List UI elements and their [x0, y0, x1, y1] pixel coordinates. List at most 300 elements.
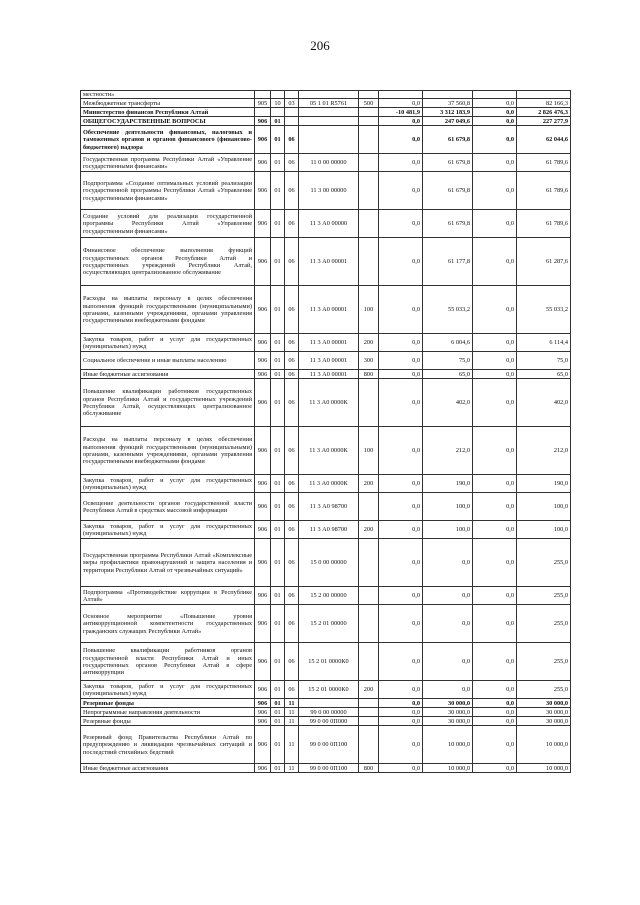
row-section: 01: [271, 379, 285, 427]
table-row: [81, 238, 571, 286]
row-subsection: 06: [285, 605, 299, 643]
row-grbs: 906: [255, 587, 271, 605]
row-subsection: 06: [285, 587, 299, 605]
row-section: 01: [271, 587, 285, 605]
row-amount-year-1: 3 312 183,9: [423, 108, 473, 117]
row-grbs: 906: [255, 643, 271, 681]
row-target-code: 11 3 00 00000: [299, 172, 359, 210]
row-amount-year-1: 30 000,0: [423, 699, 473, 708]
row-amount-year-2: 2 826 476,3: [517, 108, 571, 117]
row-expense-type: [359, 605, 379, 643]
row-amount-year-2: 61 789,6: [517, 210, 571, 238]
row-grbs: 906: [255, 475, 271, 493]
row-section: 01: [271, 475, 285, 493]
table-row: [81, 717, 571, 726]
row-expense-type: 800: [359, 370, 379, 379]
row-change-amount: 0,0: [379, 286, 423, 334]
row-change-amount-2: 0,0: [473, 154, 517, 172]
row-section: 01: [271, 126, 285, 154]
row-target-code: 99 0 00 0П000: [299, 717, 359, 726]
row-amount-year-1: 65,0: [423, 370, 473, 379]
row-change-amount-2: [473, 91, 517, 99]
row-expense-type: 200: [359, 475, 379, 493]
row-subsection: [285, 117, 299, 126]
row-expense-type: [359, 91, 379, 99]
row-target-code: 99 0 00 00000: [299, 708, 359, 717]
row-section: 01: [271, 521, 285, 539]
row-amount-year-1: 75,0: [423, 352, 473, 370]
row-grbs: 906: [255, 764, 271, 773]
row-expense-type: 100: [359, 427, 379, 475]
row-amount-year-1: 0,0: [423, 681, 473, 699]
row-subsection: 06: [285, 370, 299, 379]
row-grbs: 906: [255, 717, 271, 726]
row-name: Социальное обеспечение и иные выплаты населению: [81, 352, 255, 370]
row-grbs: 906: [255, 126, 271, 154]
row-subsection: 06: [285, 334, 299, 352]
row-expense-type: [359, 726, 379, 764]
table-row: [81, 126, 571, 154]
row-change-amount: 0,0: [379, 717, 423, 726]
row-amount-year-1: 61 679,8: [423, 126, 473, 154]
table-row: [81, 587, 571, 605]
table-row: [81, 108, 571, 117]
row-subsection: [285, 108, 299, 117]
row-change-amount-2: 0,0: [473, 117, 517, 126]
row-grbs: 906: [255, 379, 271, 427]
row-change-amount: -10 481,9: [379, 108, 423, 117]
row-amount-year-2: 55 033,2: [517, 286, 571, 334]
row-expense-type: 100: [359, 286, 379, 334]
row-amount-year-2: 212,0: [517, 427, 571, 475]
row-expense-type: [359, 708, 379, 717]
row-amount-year-1: 30 000,0: [423, 708, 473, 717]
row-target-code: 05 1 01 R5761: [299, 99, 359, 108]
row-grbs: 906: [255, 154, 271, 172]
row-amount-year-2: 10 000,0: [517, 764, 571, 773]
row-change-amount-2: 0,0: [473, 99, 517, 108]
row-change-amount: 0,0: [379, 764, 423, 773]
row-target-code: 11 0 00 00000: [299, 154, 359, 172]
row-change-amount: 0,0: [379, 539, 423, 587]
row-amount-year-2: 255,0: [517, 605, 571, 643]
row-amount-year-2: 82 166,3: [517, 99, 571, 108]
table-row: [81, 764, 571, 773]
table-row: [81, 681, 571, 699]
row-amount-year-2: 255,0: [517, 643, 571, 681]
row-change-amount-2: 0,0: [473, 286, 517, 334]
row-amount-year-1: 0,0: [423, 587, 473, 605]
row-grbs: [255, 108, 271, 117]
row-target-code: [299, 126, 359, 154]
row-change-amount: 0,0: [379, 210, 423, 238]
row-amount-year-2: 61 789,6: [517, 172, 571, 210]
row-grbs: 906: [255, 172, 271, 210]
row-change-amount: 0,0: [379, 352, 423, 370]
table-row: [81, 99, 571, 108]
row-subsection: 06: [285, 521, 299, 539]
row-name: Освещение деятельности органов государственной власти Республики Алтай в средствах массовой информации: [81, 493, 255, 521]
table-row: [81, 539, 571, 587]
row-change-amount-2: 0,0: [473, 643, 517, 681]
row-grbs: 906: [255, 238, 271, 286]
row-expense-type: [359, 539, 379, 587]
row-name: Основное мероприятие «Повышение уровня антикоррупционной компетентности государственных гражданских служащих Республики Алтай»: [81, 605, 255, 643]
row-change-amount: 0,0: [379, 334, 423, 352]
row-expense-type: [359, 699, 379, 708]
row-change-amount-2: 0,0: [473, 427, 517, 475]
row-subsection: 11: [285, 726, 299, 764]
row-grbs: 906: [255, 708, 271, 717]
row-section: 10: [271, 99, 285, 108]
row-grbs: 906: [255, 427, 271, 475]
row-target-code: [299, 108, 359, 117]
table-body: [81, 91, 571, 773]
row-amount-year-1: 61 679,8: [423, 210, 473, 238]
row-target-code: 15 2 01 0000К0: [299, 681, 359, 699]
row-target-code: 11 3 А0 00000: [299, 210, 359, 238]
row-target-code: 15 2 00 00000: [299, 587, 359, 605]
row-section: 01: [271, 370, 285, 379]
row-name: Межбюджетные трансферты: [81, 99, 255, 108]
row-amount-year-1: 212,0: [423, 427, 473, 475]
table-row: [81, 352, 571, 370]
row-expense-type: [359, 172, 379, 210]
row-name: Создание условий для реализации государственной программы Республики Алтай «Управление государственными финансами»: [81, 210, 255, 238]
row-expense-type: [359, 108, 379, 117]
table-row: [81, 699, 571, 708]
row-change-amount: 0,0: [379, 379, 423, 427]
row-subsection: 06: [285, 643, 299, 681]
row-change-amount: 0,0: [379, 699, 423, 708]
row-section: 01: [271, 539, 285, 587]
row-name: Закупка товаров, работ и услуг для государственных (муниципальных) нужд: [81, 334, 255, 352]
row-amount-year-2: 10 000,0: [517, 726, 571, 764]
row-change-amount-2: 0,0: [473, 210, 517, 238]
table-row: [81, 154, 571, 172]
row-target-code: 11 3 А0 00001: [299, 352, 359, 370]
row-amount-year-1: 0,0: [423, 605, 473, 643]
row-change-amount-2: 0,0: [473, 238, 517, 286]
row-change-amount: 0,0: [379, 475, 423, 493]
row-grbs: 906: [255, 286, 271, 334]
budget-table: [80, 90, 571, 773]
table-row: [81, 643, 571, 681]
row-target-code: 11 3 А0 0000К: [299, 379, 359, 427]
row-change-amount-2: 0,0: [473, 334, 517, 352]
row-change-amount: 0,0: [379, 117, 423, 126]
row-change-amount: 0,0: [379, 726, 423, 764]
row-subsection: 06: [285, 210, 299, 238]
row-target-code: 11 3 А0 0000К: [299, 475, 359, 493]
row-section: 01: [271, 172, 285, 210]
table-row: [81, 379, 571, 427]
row-expense-type: 300: [359, 352, 379, 370]
row-expense-type: [359, 643, 379, 681]
row-subsection: 06: [285, 238, 299, 286]
row-amount-year-1: 61 177,8: [423, 238, 473, 286]
row-target-code: [299, 117, 359, 126]
row-section: 01: [271, 643, 285, 681]
row-subsection: 06: [285, 493, 299, 521]
row-change-amount: 0,0: [379, 493, 423, 521]
row-name: Иные бюджетные ассигнования: [81, 370, 255, 379]
row-amount-year-1: 402,0: [423, 379, 473, 427]
row-change-amount-2: 0,0: [473, 587, 517, 605]
row-amount-year-1: 0,0: [423, 643, 473, 681]
row-expense-type: 800: [359, 764, 379, 773]
table-row: [81, 91, 571, 99]
row-change-amount: 0,0: [379, 708, 423, 717]
row-subsection: 06: [285, 539, 299, 587]
row-section: [271, 108, 285, 117]
row-subsection: 06: [285, 427, 299, 475]
row-subsection: 03: [285, 99, 299, 108]
row-amount-year-2: 65,0: [517, 370, 571, 379]
row-change-amount-2: 0,0: [473, 126, 517, 154]
row-amount-year-2: 190,0: [517, 475, 571, 493]
row-section: [271, 91, 285, 99]
row-subsection: 11: [285, 764, 299, 773]
row-change-amount: 0,0: [379, 238, 423, 286]
table-row: [81, 210, 571, 238]
row-section: 01: [271, 352, 285, 370]
row-change-amount-2: 0,0: [473, 764, 517, 773]
row-name: Закупка товаров, работ и услуг для государственных (муниципальных) нужд: [81, 681, 255, 699]
row-expense-type: 200: [359, 334, 379, 352]
row-target-code: 11 3 А0 00001: [299, 370, 359, 379]
row-subsection: 06: [285, 681, 299, 699]
row-amount-year-2: 30 000,0: [517, 708, 571, 717]
row-change-amount: 0,0: [379, 643, 423, 681]
row-target-code: 15 0 00 00000: [299, 539, 359, 587]
row-change-amount-2: 0,0: [473, 726, 517, 764]
row-expense-type: [359, 587, 379, 605]
row-change-amount-2: 0,0: [473, 172, 517, 210]
row-amount-year-1: 6 004,6: [423, 334, 473, 352]
row-change-amount: 0,0: [379, 172, 423, 210]
row-amount-year-1: 37 560,8: [423, 99, 473, 108]
row-name: Резервный фонд Правительства Республики Алтай по предупреждению и ликвидации чрезвычайных ситуаций и последствий стихийных бедствий: [81, 726, 255, 764]
row-target-code: 15 2 01 00000: [299, 605, 359, 643]
row-section: 01: [271, 154, 285, 172]
row-expense-type: 200: [359, 681, 379, 699]
row-expense-type: [359, 379, 379, 427]
row-change-amount-2: 0,0: [473, 352, 517, 370]
row-subsection: 06: [285, 352, 299, 370]
table-row: [81, 475, 571, 493]
row-amount-year-1: 61 679,8: [423, 154, 473, 172]
row-amount-year-2: 402,0: [517, 379, 571, 427]
row-expense-type: [359, 117, 379, 126]
row-change-amount: 0,0: [379, 521, 423, 539]
row-grbs: 906: [255, 539, 271, 587]
row-amount-year-2: 227 277,9: [517, 117, 571, 126]
row-expense-type: 200: [359, 521, 379, 539]
row-change-amount: 0,0: [379, 681, 423, 699]
row-change-amount: 0,0: [379, 154, 423, 172]
row-amount-year-1: 247 049,6: [423, 117, 473, 126]
row-change-amount-2: 0,0: [473, 539, 517, 587]
row-target-code: 11 3 А0 98700: [299, 493, 359, 521]
row-target-code: 11 3 А0 98700: [299, 521, 359, 539]
row-grbs: 906: [255, 681, 271, 699]
table-row: [81, 427, 571, 475]
row-name: Обеспечение деятельности финансовых, налоговых и таможенных органов и органов финансового (финансово-бюджетного) надзора: [81, 126, 255, 154]
row-change-amount: 0,0: [379, 370, 423, 379]
row-grbs: 906: [255, 210, 271, 238]
row-name: Резервные фонды: [81, 717, 255, 726]
row-target-code: 15 2 01 0000К0: [299, 643, 359, 681]
row-change-amount: 0,0: [379, 587, 423, 605]
row-name: местности»: [81, 91, 255, 99]
row-section: 01: [271, 605, 285, 643]
row-target-code: 99 0 00 0П100: [299, 726, 359, 764]
page-number: 206: [310, 38, 330, 53]
row-change-amount-2: 0,0: [473, 708, 517, 717]
row-name: Финансовое обеспечение выполнения функций государственных органов Республики Алтай и государственных учреждений Республики Алтай, осуществляющих централизованное обслуживание: [81, 238, 255, 286]
table-row: [81, 334, 571, 352]
row-name: Иные бюджетные ассигнования: [81, 764, 255, 773]
row-change-amount: 0,0: [379, 605, 423, 643]
row-grbs: 905: [255, 99, 271, 108]
row-change-amount-2: 0,0: [473, 681, 517, 699]
row-name: Государственная программа Республики Алтай «Комплексные меры профилактики правонарушений и защита населения и территории Республики Алтай от чрезвычайных ситуаций»: [81, 539, 255, 587]
row-change-amount-2: 0,0: [473, 699, 517, 708]
row-grbs: 906: [255, 493, 271, 521]
row-section: 01: [271, 699, 285, 708]
row-amount-year-1: 55 033,2: [423, 286, 473, 334]
row-amount-year-2: 62 044,6: [517, 126, 571, 154]
row-subsection: 06: [285, 126, 299, 154]
row-amount-year-1: 100,0: [423, 493, 473, 521]
row-name: ОБЩЕГОСУДАРСТВЕННЫЕ ВОПРОСЫ: [81, 117, 255, 126]
row-target-code: 99 0 00 0П100: [299, 764, 359, 773]
row-section: 01: [271, 681, 285, 699]
row-section: 01: [271, 286, 285, 334]
row-target-code: 11 3 А0 00001: [299, 238, 359, 286]
table-row: [81, 370, 571, 379]
row-grbs: [255, 91, 271, 99]
row-section: 01: [271, 210, 285, 238]
row-change-amount-2: 0,0: [473, 108, 517, 117]
table-row: [81, 117, 571, 126]
row-section: 01: [271, 708, 285, 717]
row-name: Подпрограмма «Противодействие коррупции в Республике Алтай»: [81, 587, 255, 605]
table-row: [81, 286, 571, 334]
row-subsection: 11: [285, 708, 299, 717]
row-grbs: 906: [255, 334, 271, 352]
row-change-amount: 0,0: [379, 427, 423, 475]
row-change-amount-2: 0,0: [473, 605, 517, 643]
table-row: [81, 521, 571, 539]
row-amount-year-1: 10 000,0: [423, 764, 473, 773]
row-change-amount-2: 0,0: [473, 717, 517, 726]
row-amount-year-2: 30 000,0: [517, 717, 571, 726]
row-section: 01: [271, 764, 285, 773]
row-subsection: 11: [285, 717, 299, 726]
row-name: Непрограммные направления деятельности: [81, 708, 255, 717]
row-change-amount-2: 0,0: [473, 379, 517, 427]
row-amount-year-2: 255,0: [517, 681, 571, 699]
row-subsection: 06: [285, 475, 299, 493]
row-expense-type: [359, 717, 379, 726]
row-name: Закупка товаров, работ и услуг для государственных (муниципальных) нужд: [81, 475, 255, 493]
row-target-code: 11 3 А0 00001: [299, 334, 359, 352]
row-subsection: 06: [285, 154, 299, 172]
row-target-code: 11 3 А0 0000К: [299, 427, 359, 475]
row-amount-year-1: 61 679,8: [423, 172, 473, 210]
row-subsection: 11: [285, 699, 299, 708]
row-change-amount: 0,0: [379, 99, 423, 108]
row-change-amount: [379, 91, 423, 99]
row-amount-year-1: 190,0: [423, 475, 473, 493]
row-section: 01: [271, 238, 285, 286]
row-section: 01: [271, 493, 285, 521]
row-grbs: 906: [255, 370, 271, 379]
row-change-amount-2: 0,0: [473, 370, 517, 379]
row-section: 01: [271, 427, 285, 475]
row-grbs: 906: [255, 699, 271, 708]
row-grbs: 906: [255, 352, 271, 370]
row-amount-year-2: 75,0: [517, 352, 571, 370]
row-expense-type: [359, 493, 379, 521]
table-row: [81, 708, 571, 717]
row-amount-year-2: 255,0: [517, 587, 571, 605]
row-amount-year-2: 30 000,0: [517, 699, 571, 708]
row-target-code: [299, 91, 359, 99]
row-subsection: 06: [285, 286, 299, 334]
row-amount-year-2: 100,0: [517, 521, 571, 539]
row-section: 01: [271, 334, 285, 352]
row-change-amount-2: 0,0: [473, 521, 517, 539]
row-subsection: 06: [285, 379, 299, 427]
row-amount-year-1: 0,0: [423, 539, 473, 587]
row-section: 01: [271, 117, 285, 126]
row-change-amount: 0,0: [379, 126, 423, 154]
row-expense-type: [359, 126, 379, 154]
row-expense-type: [359, 210, 379, 238]
row-name: Расходы на выплаты персоналу в целях обеспечения выполнения функций государственными (муниципальными) органами, казенными учреждениями, органами управления государственными внебюджетными фондами: [81, 286, 255, 334]
row-name: Закупка товаров, работ и услуг для государственных (муниципальных) нужд: [81, 521, 255, 539]
row-amount-year-1: 30 000,0: [423, 717, 473, 726]
table-row: [81, 726, 571, 764]
row-amount-year-1: 100,0: [423, 521, 473, 539]
row-change-amount-2: 0,0: [473, 493, 517, 521]
row-target-code: 11 3 А0 00001: [299, 286, 359, 334]
row-section: 01: [271, 726, 285, 764]
row-name: Государственная программа Республики Алтай «Управление государственными финансами»: [81, 154, 255, 172]
row-expense-type: [359, 238, 379, 286]
row-amount-year-2: 61 789,6: [517, 154, 571, 172]
row-target-code: [299, 699, 359, 708]
table-row: [81, 605, 571, 643]
row-expense-type: [359, 154, 379, 172]
row-expense-type: 500: [359, 99, 379, 108]
row-grbs: 906: [255, 605, 271, 643]
row-amount-year-1: 10 000,0: [423, 726, 473, 764]
row-name: Повышение квалификации работников органов государственной власти Республики Алтай и иных государственных органов Республики Алтай в сфере антикоррупции: [81, 643, 255, 681]
row-subsection: 06: [285, 172, 299, 210]
row-grbs: 906: [255, 117, 271, 126]
row-amount-year-1: [423, 91, 473, 99]
row-amount-year-2: 6 114,4: [517, 334, 571, 352]
row-name: Расходы на выплаты персоналу в целях обеспечения выполнения функций государственными (муниципальными) органами, казенными учреждениями, органами управления государственными внебюджетными фондами: [81, 427, 255, 475]
row-grbs: 906: [255, 521, 271, 539]
row-name: Резервные фонды: [81, 699, 255, 708]
row-amount-year-2: 100,0: [517, 493, 571, 521]
row-change-amount-2: 0,0: [473, 475, 517, 493]
